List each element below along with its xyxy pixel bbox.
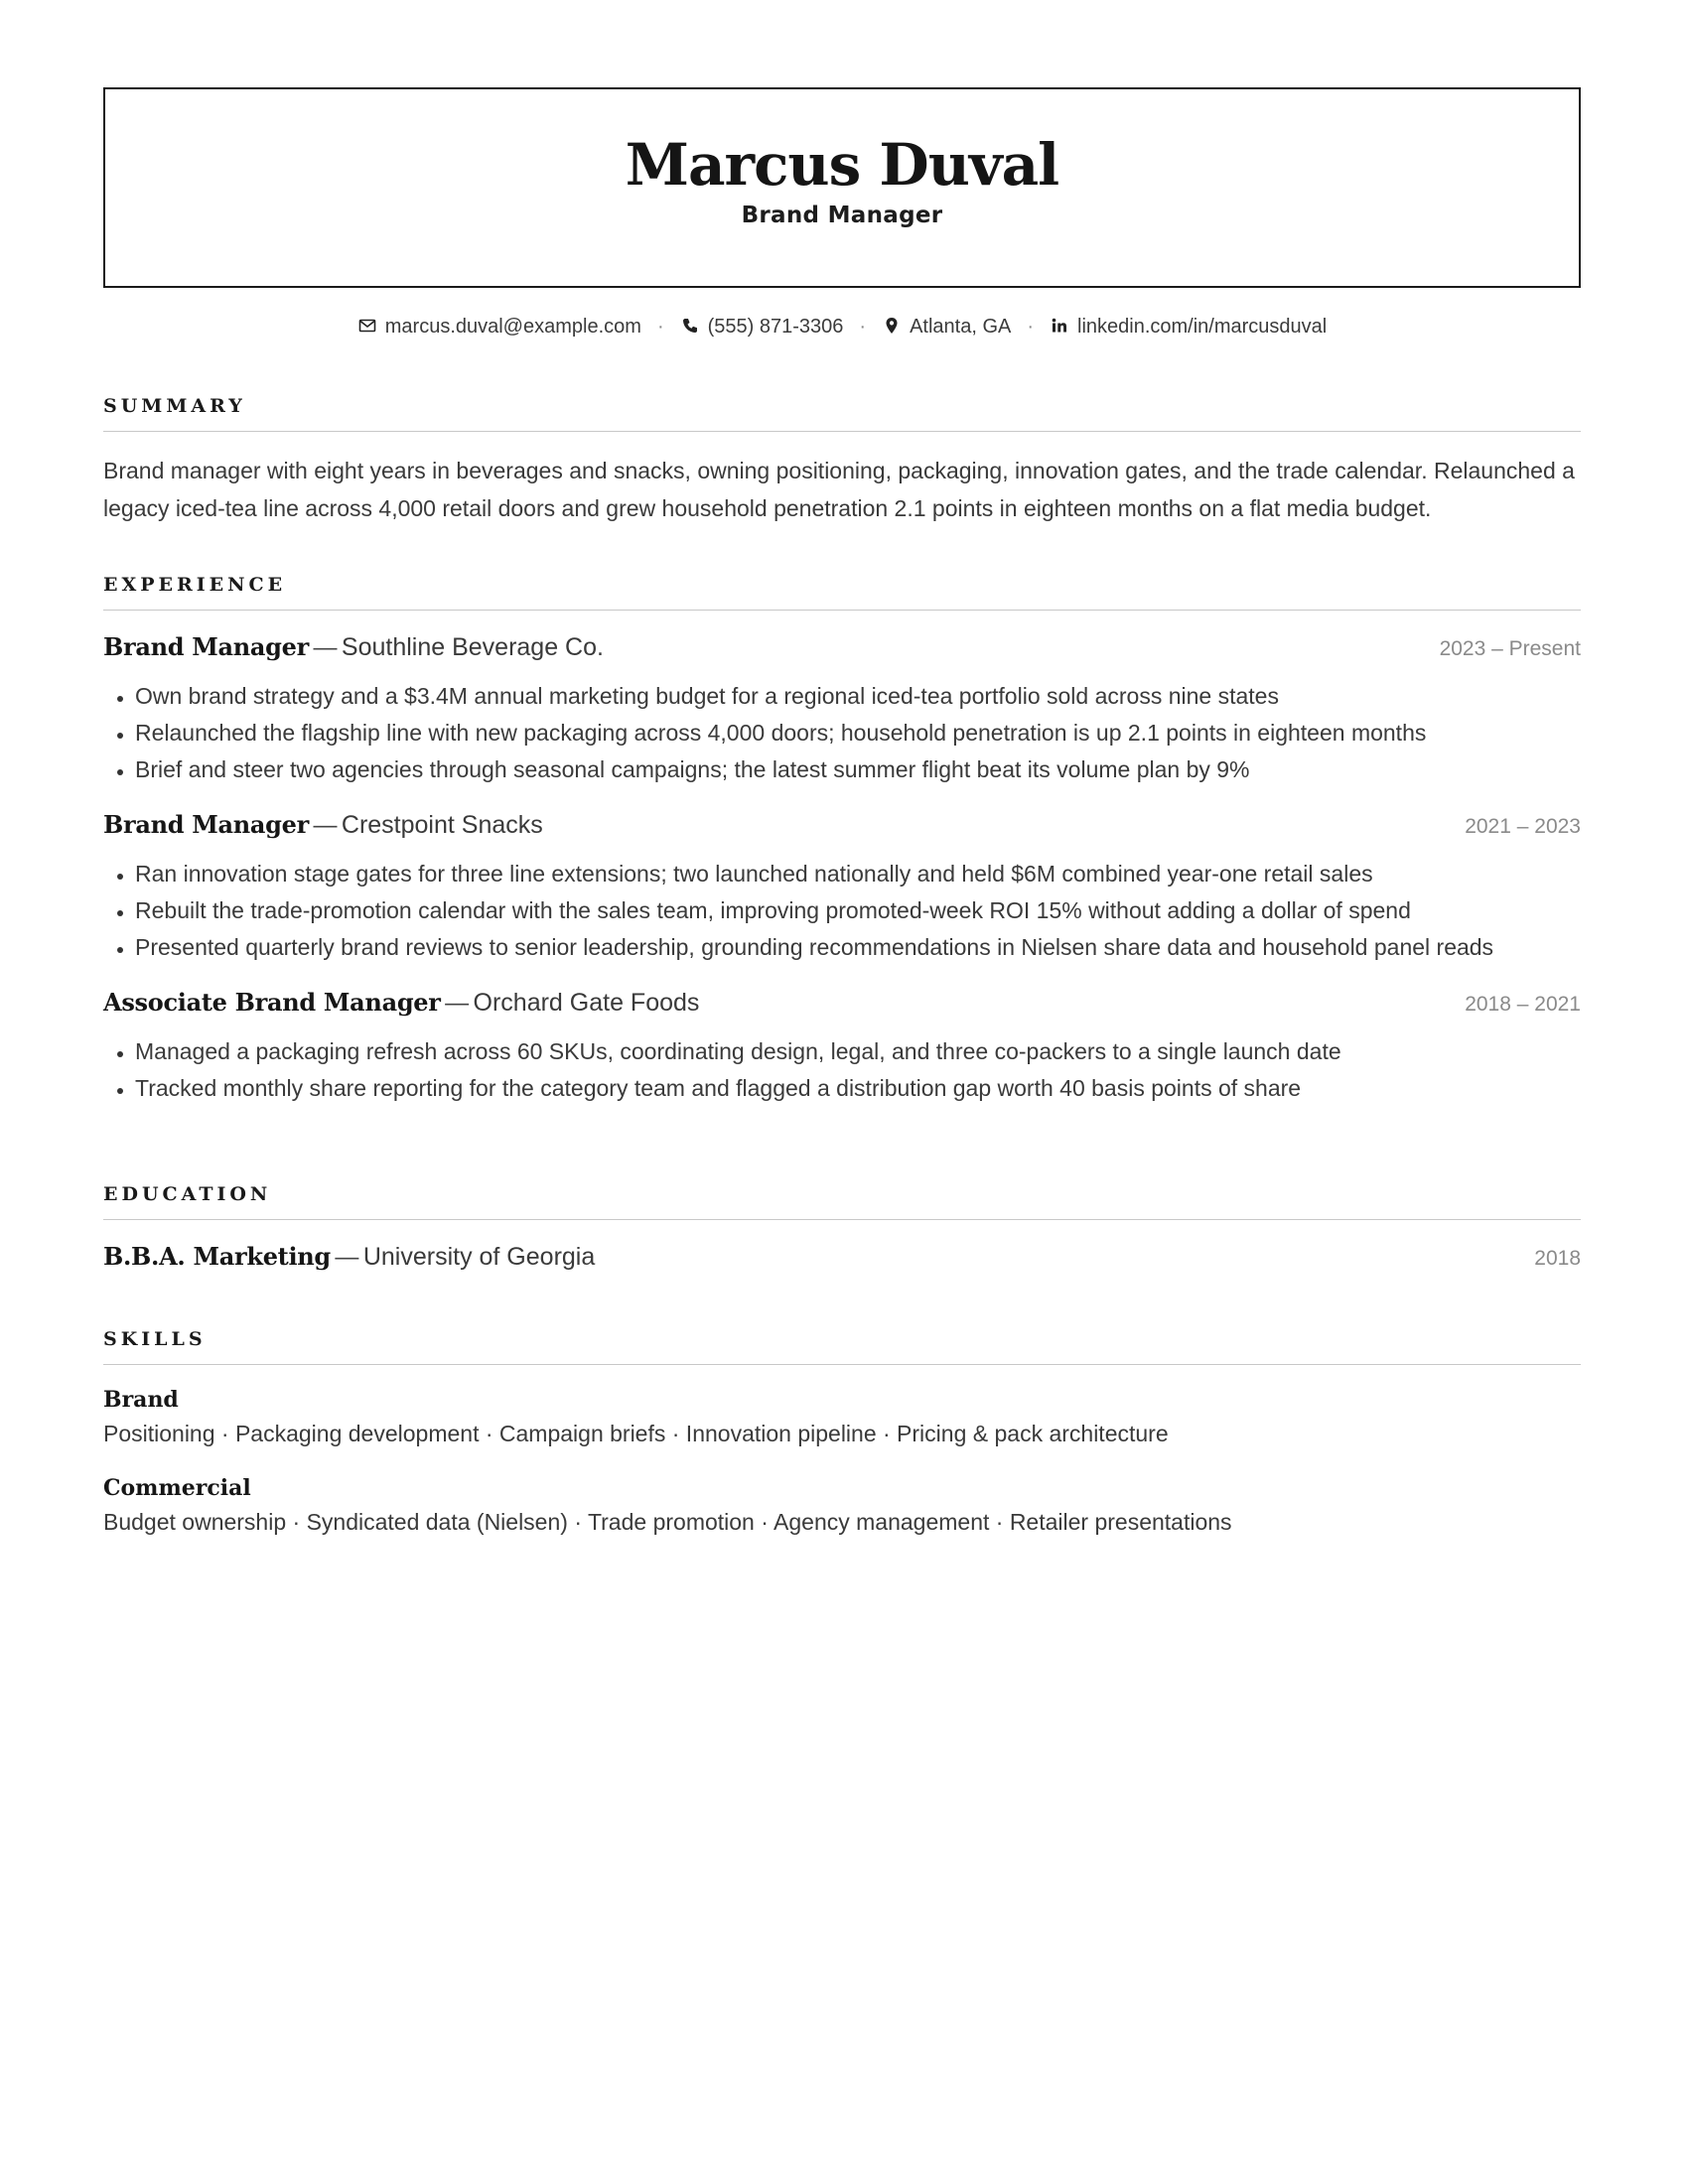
dash-separator: —	[313, 812, 338, 839]
summary-text: Brand manager with eight years in beverages and snacks, owning positioning, packaging, innovation gates, and the trade calendar. Relaunched a legacy iced-tea line across 4,000 retail doors and grew household penetration 2.1 points in eighteen months on a flat media budget.	[103, 458, 1575, 521]
contact-linkedin[interactable]	[1050, 316, 1327, 339]
candidate-name: Marcus Duval	[625, 131, 1059, 199]
summary-section	[103, 395, 1581, 527]
job-role: Associate Brand Manager	[103, 988, 441, 1017]
phone-icon	[680, 316, 700, 336]
job-dates: 2023 – Present	[1439, 637, 1581, 660]
linkedin-text: linkedin.com/in/marcusduval	[1077, 316, 1328, 339]
skill-list-brand: Positioning · Packaging development · Campaign briefs · Innovation pipeline · Pricing & pack architecture	[103, 1421, 1169, 1446]
dash-separator: —	[445, 990, 470, 1017]
school: University of Georgia	[362, 1243, 596, 1271]
email-text: marcus.duval@example.com	[384, 316, 641, 339]
job-role: Brand Manager	[103, 632, 309, 661]
contact-phone[interactable]	[680, 316, 844, 339]
job-bullets	[103, 1033, 1581, 1107]
skills-section	[103, 1328, 1581, 1536]
bullet-item: • Own brand strategy and a $3.4M annual marketing budget for a regional iced-tea portfolio sold across nine states	[135, 678, 1581, 715]
job-company: Southline Beverage Co.	[341, 633, 604, 661]
section-heading-education: EDUCATION	[103, 1183, 1581, 1220]
skill-category-commercial: Commercial	[103, 1475, 251, 1501]
phone-text: (555) 871-3306	[707, 316, 844, 339]
education-section	[103, 1183, 1581, 1272]
contact-separator: ·	[859, 316, 867, 338]
mail-icon	[357, 316, 377, 336]
job-role: Brand Manager	[103, 810, 309, 839]
skill-category-brand: Brand	[103, 1387, 179, 1413]
job-bullets	[103, 678, 1581, 788]
header-box	[103, 87, 1581, 288]
candidate-title: Brand Manager	[741, 203, 943, 228]
section-heading-summary: SUMMARY	[103, 395, 1581, 432]
location-pin-icon	[882, 316, 902, 336]
degree: B.B.A. Marketing	[103, 1242, 331, 1271]
dash-separator: —	[313, 634, 338, 661]
contact-location	[882, 316, 1011, 339]
location-text: Atlanta, GA	[910, 316, 1012, 339]
education-entry	[103, 1242, 1581, 1272]
contact-separator: ·	[656, 316, 664, 338]
bullet-item: • Tracked monthly share reporting for the category team and flagged a distribution gap worth 40 basis points of share	[135, 1070, 1581, 1107]
job-company: Crestpoint Snacks	[341, 811, 543, 839]
job-dates: 2021 – 2023	[1465, 815, 1581, 838]
job-entry	[103, 810, 1581, 966]
bullet-item: • Ran innovation stage gates for three line extensions; two launched nationally and held $6M combined year-one retail sales	[135, 856, 1581, 892]
job-entry	[103, 988, 1581, 1107]
bullet-item: • Brief and steer two agencies through seasonal campaigns; the latest summer flight beat its volume plan by 9%	[135, 751, 1581, 788]
bullet-item: • Presented quarterly brand reviews to senior leadership, grounding recommendations in Nielsen share data and household panel reads	[135, 929, 1581, 966]
graduation-year: 2018	[1534, 1247, 1581, 1270]
experience-section	[103, 574, 1581, 1107]
contact-line	[103, 316, 1581, 339]
section-heading-experience: EXPERIENCE	[103, 574, 1581, 611]
skill-list-commercial: Budget ownership · Syndicated data (Nielsen) · Trade promotion · Agency management · Retailer presentations	[103, 1509, 1232, 1535]
job-entry	[103, 632, 1581, 788]
contact-email[interactable]	[357, 316, 641, 339]
dash-separator: —	[335, 1244, 359, 1271]
job-dates: 2018 – 2021	[1465, 993, 1581, 1016]
contact-separator: ·	[1027, 316, 1035, 338]
job-company: Orchard Gate Foods	[473, 989, 700, 1017]
linkedin-icon	[1050, 316, 1069, 336]
job-bullets	[103, 856, 1581, 966]
bullet-item: • Managed a packaging refresh across 60 SKUs, coordinating design, legal, and three co-packers to a single launch date	[135, 1033, 1581, 1070]
bullet-item: • Relaunched the flagship line with new packaging across 4,000 doors; household penetration is up 2.1 points in eighteen months	[135, 715, 1581, 751]
section-heading-skills: SKILLS	[103, 1328, 1581, 1365]
bullet-item: • Rebuilt the trade-promotion calendar with the sales team, improving promoted-week ROI 15% without adding a dollar of spend	[135, 892, 1581, 929]
